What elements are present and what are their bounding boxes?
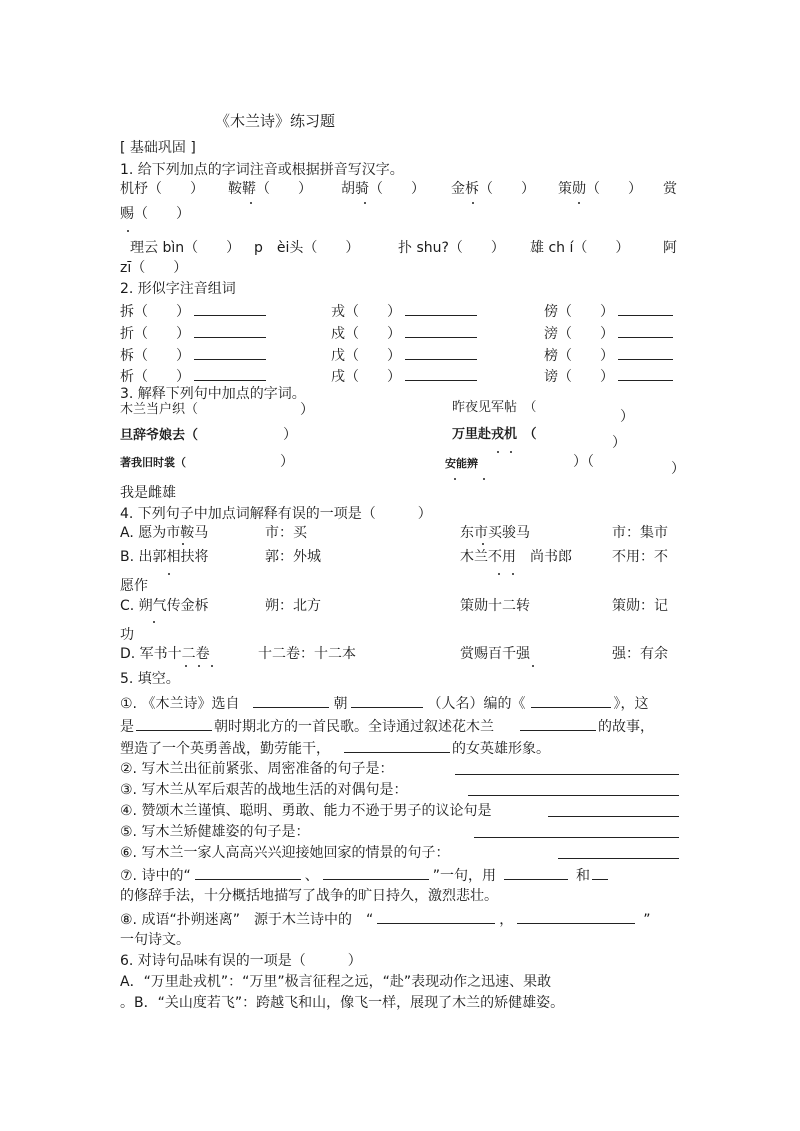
q5-line-9: ⑦. 诗中的“ 、 ”一句，用 和 (120, 865, 608, 885)
q2-item: 谤（ ） (544, 366, 673, 386)
q2-item: 戍（ ） (331, 323, 477, 343)
emphasis-dot (483, 478, 485, 480)
emphasis-dot (182, 543, 184, 545)
q1-item: 赏 (663, 181, 677, 197)
q3-item: 我是雌雄 (120, 485, 176, 501)
q4-option-c: C. 朔气传金柝 (120, 598, 209, 614)
q5-line-4: ②. 写木兰出征前紧张、周密准备的句子是： (120, 761, 394, 777)
q5-line-12: 一句诗文。 (120, 932, 190, 948)
q1-item: 阿 (663, 240, 677, 256)
emphasis-dot (364, 202, 366, 204)
q3-paren: ） (283, 427, 297, 443)
emphasis-dot (168, 573, 170, 575)
q1-item: p èi头（ ） (254, 240, 360, 256)
emphasis-dot (198, 665, 200, 667)
q1-item: 雄 ch í（ ） (530, 240, 630, 256)
q1-heading: 1. 给下列加点的字词注音或根据拼音写汉字。 (120, 162, 404, 178)
q3-heading: 3. 解释下列句中加点的字词。 (120, 386, 306, 402)
emphasis-dot (578, 202, 580, 204)
q3-paren: ） (671, 461, 685, 477)
emphasis-dot (454, 478, 456, 480)
emphasis-dot (512, 573, 514, 575)
q5-line-2: 是 朝时期北方的一首民歌。全诗通过叙述花木兰 的故事， (120, 716, 654, 736)
q2-item: 戌（ ） (331, 366, 477, 386)
answer-blank[interactable] (558, 844, 679, 859)
emphasis-dot (185, 665, 187, 667)
q4-option-d: 赏赐百千强 (460, 646, 530, 662)
emphasis-dot (482, 543, 484, 545)
q1-item: 机杼（ ） (120, 181, 204, 197)
q2-item: 滂（ ） (544, 323, 673, 343)
q4-option-c: 策勋：记 (612, 598, 668, 614)
emphasis-dot (250, 202, 252, 204)
q3-paren: ） (620, 409, 634, 425)
q4-option-b: B. 出郭相扶将 (120, 549, 209, 565)
q4-option-b: 木兰不用 尚书郎 (460, 549, 572, 565)
q5-line-7: ⑤. 写木兰矫健雄姿的句子是： (120, 824, 310, 840)
q4-option-b: 愿作 (120, 578, 148, 594)
q1-item: 胡骑（ ） (341, 181, 425, 197)
q5-line-6: ④. 赞颂木兰谨慎、聪明、勇敢、能力不逊于男子的议论句是 (120, 803, 492, 819)
q3-paren: ） (280, 454, 294, 470)
emphasis-dot (532, 665, 534, 667)
q6-option-b: 。B．“关山度若飞”：跨越飞和山，像飞一样，展现了木兰的矫健雄姿。 (120, 995, 565, 1011)
q2-item: 析（ ） (120, 366, 266, 386)
q3-paren: ） (612, 435, 626, 451)
q4-option-c: 策勋十二转 (460, 598, 530, 614)
q1-item: zī（ ） (120, 260, 188, 276)
q6-option-a: A．“万里赴戎机”：“万里”极言征程之远，“赴”表现动作之迅速、果敢 (120, 974, 552, 990)
q2-heading: 2. 形似字注音组词 (120, 281, 236, 297)
q1-item: 理云 bìn（ ） (130, 240, 241, 256)
q5-line-8: ⑥. 写木兰一家人高高兴兴迎接她回家的情景的句子： (120, 845, 450, 861)
q3-item: 昨夜见军帖 （ (452, 400, 537, 415)
section-heading: [ 基础巩固 ] (120, 140, 196, 156)
page-title: 《木兰诗》练习题 (215, 112, 336, 130)
q1-item: 赐（ ） (120, 206, 190, 222)
q1-item: 金柝（ ） (451, 181, 535, 197)
q5-line-10: 的修辞手法，十分概括地描写了战争的旷日持久，激烈悲壮。 (120, 888, 498, 904)
q6-heading: 6. 对诗句品味有误的一项是（ ） (120, 953, 362, 969)
q3-paren: ）（ (573, 454, 594, 470)
q4-option-c: 朔：北方 (265, 598, 321, 614)
q2-item: 折（ ） (120, 323, 266, 343)
q4-option-a: 市：集市 (612, 525, 668, 541)
q5-line-11: ⑧. 成语“扑朔迷离” 源于木兰诗中的 “ ， ” (120, 909, 650, 929)
q4-option-b: 不用：不 (612, 549, 668, 565)
answer-blank[interactable] (468, 781, 679, 796)
q4-heading: 4. 下列句子中加点词解释有误的一项是（ ） (120, 506, 432, 522)
q3-item: 万里赴戎机 （ (452, 427, 537, 442)
q2-item: 榜（ ） (544, 345, 673, 365)
q3-item: 安能辨 (445, 457, 478, 470)
emphasis-dot (497, 451, 499, 453)
q4-option-d: D. 军书十二卷 (120, 646, 210, 662)
answer-blank[interactable] (548, 802, 679, 817)
q3-paren: ） (300, 402, 314, 418)
q4-option-d: 强：有余 (612, 646, 668, 662)
q4-option-d: 十二卷：十二本 (258, 646, 356, 662)
emphasis-dot (510, 451, 512, 453)
q4-option-a: A. 愿为市鞍马 (120, 525, 209, 541)
emphasis-dot (153, 621, 155, 623)
q2-item: 拆（ ） (120, 301, 266, 321)
q1-item: 扑 shu?（ ） (398, 240, 505, 256)
q3-item: 著我旧时裳（ (120, 456, 186, 469)
emphasis-dot (472, 202, 474, 204)
q5-line-1: ①. 《木兰诗》选自 朝 （人名）编的《 》，这 (120, 693, 648, 713)
answer-blank[interactable] (474, 823, 679, 838)
q2-item: 柝（ ） (120, 345, 266, 365)
q1-item: 鞍鞯（ ） (228, 181, 312, 197)
q5-line-3: 塑造了一个英勇善战，勤劳能干， 的女英雄形象。 (120, 738, 550, 758)
emphasis-dot (127, 230, 129, 232)
q3-item: 旦辞爷娘去（ (120, 428, 199, 443)
q4-option-a: 东市买骏马 (460, 525, 530, 541)
q2-item: 戎（ ） (331, 301, 477, 321)
q5-line-5: ③. 写木兰从军后艰苦的战地生活的对偶句是： (120, 782, 408, 798)
q5-heading: 5. 填空。 (120, 671, 180, 687)
emphasis-dot (498, 573, 500, 575)
q1-item: 策勋（ ） (558, 181, 642, 197)
q4-option-c: 功 (120, 627, 134, 643)
q2-item: 傍（ ） (544, 301, 673, 321)
q2-item: 戊（ ） (331, 345, 477, 365)
q4-option-a: 市：买 (265, 525, 307, 541)
q4-option-b: 郭：外城 (265, 549, 321, 565)
answer-blank[interactable] (455, 760, 679, 775)
emphasis-dot (211, 665, 213, 667)
q3-item: 木兰当户织（ (120, 402, 199, 417)
